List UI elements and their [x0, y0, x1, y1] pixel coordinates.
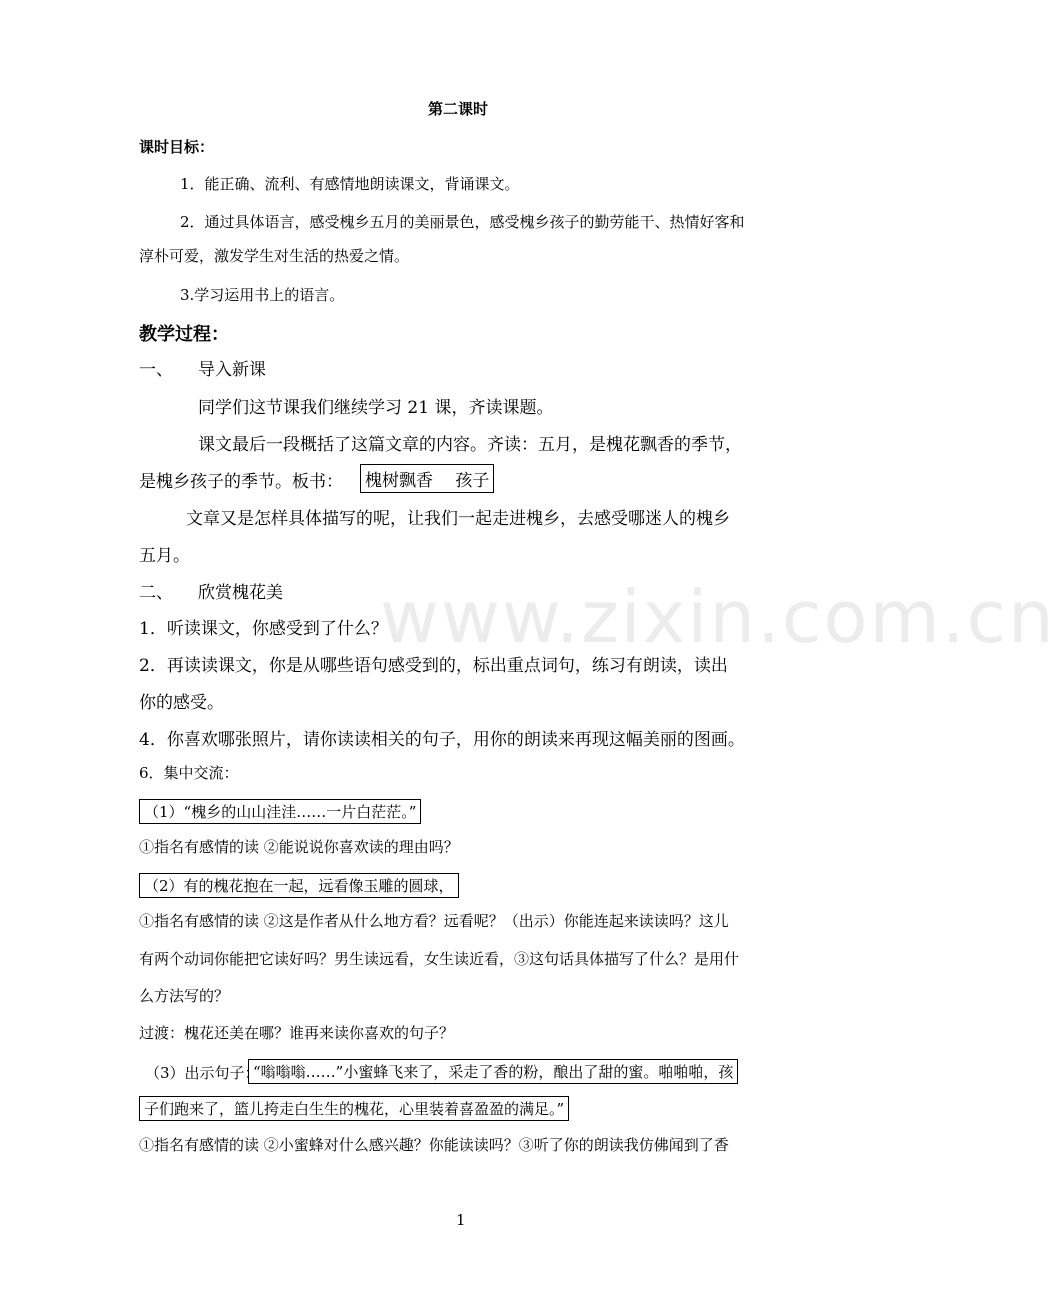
- quote-box-3-line1: “嗡嗡嗡……”小蜜蜂飞来了，采走了香的粉，酿出了甜的蜜。啪啪啪，孩: [248, 1059, 738, 1084]
- paragraph: 五月。: [139, 546, 190, 566]
- page-number: 1: [456, 1211, 466, 1229]
- section-number: 一、: [139, 360, 173, 380]
- goal-item: 3.学习运用书上的语言。: [180, 286, 345, 304]
- follow-up: ①指名有感情的读 ②能说说你喜欢读的理由吗？: [139, 838, 459, 856]
- list-item: 2．再读读课文，你是从哪些语句感受到的，标出重点词句，练习有朗读，读出: [139, 656, 728, 676]
- goals-heading: 课时目标：: [139, 138, 215, 156]
- follow-up: 有两个动词你能把它读好吗？男生读远看，女生读近看，③这句话具体描写了什么？是用什: [139, 950, 740, 968]
- paragraph: 文章又是怎样具体描写的呢，让我们一起走进槐乡，去感受哪迷人的槐乡: [186, 509, 730, 529]
- section-title: 欣赏槐花美: [198, 583, 283, 603]
- page-title: 第二课时: [428, 100, 489, 118]
- follow-up: ①指名有感情的读 ②这是作者从什么地方看？远看呢？（出示）你能连起来读读吗？这儿: [139, 912, 729, 930]
- paragraph: 同学们这节课我们继续学习 21 课，齐读课题。: [198, 398, 554, 418]
- transition: 过渡：槐花还美在哪？谁再来读你喜欢的句子？: [139, 1024, 455, 1042]
- share-heading: 6．集中交流：: [139, 764, 239, 782]
- quote-box-3-line2: 子们跑来了，篮儿挎走白生生的槐花，心里装着喜盈盈的满足。”: [139, 1096, 569, 1121]
- section-title: 导入新课: [198, 360, 266, 380]
- goal-item: 1．能正确、流利、有感情地朗读课文，背诵课文。: [180, 175, 520, 193]
- list-item: 4．你喜欢哪张照片，请你读读相关的句子，用你的朗读来再现这幅美丽的图画。: [139, 730, 745, 750]
- list-item: 你的感受。: [139, 693, 224, 713]
- paragraph: 课文最后一段概括了这篇文章的内容。齐读：五月，是槐花飘香的季节，: [198, 435, 742, 455]
- goal-item: 2．通过具体语言，感受槐乡五月的美丽景色，感受槐乡孩子的勤劳能干、热情好客和: [180, 213, 745, 231]
- process-heading: 教学过程：: [139, 324, 229, 345]
- watermark: www.zixin.com.cn: [380, 575, 1056, 659]
- section-number: 二、: [139, 583, 173, 603]
- quote-box-1: （1）“槐乡的山山洼洼……一片白茫茫。”: [139, 799, 421, 824]
- goal-item: 淳朴可爱，激发学生对生活的热爱之情。: [139, 247, 410, 265]
- board-box: 槐树飘香 孩子: [360, 464, 494, 493]
- follow-up: 么方法写的？: [139, 987, 230, 1005]
- follow-up: ①指名有感情的读 ②小蜜蜂对什么感兴趣？你能读读吗？③听了你的朗读我仿佛闻到了香: [139, 1136, 729, 1154]
- list-item: 1．听读课文，你感受到了什么？: [139, 619, 388, 639]
- quote-box-2: （2）有的槐花抱在一起，远看像玉雕的圆球，: [139, 873, 459, 898]
- q3-prefix: （3）出示句子：: [145, 1064, 260, 1082]
- paragraph: 是槐乡孩子的季节。板书：: [139, 472, 343, 492]
